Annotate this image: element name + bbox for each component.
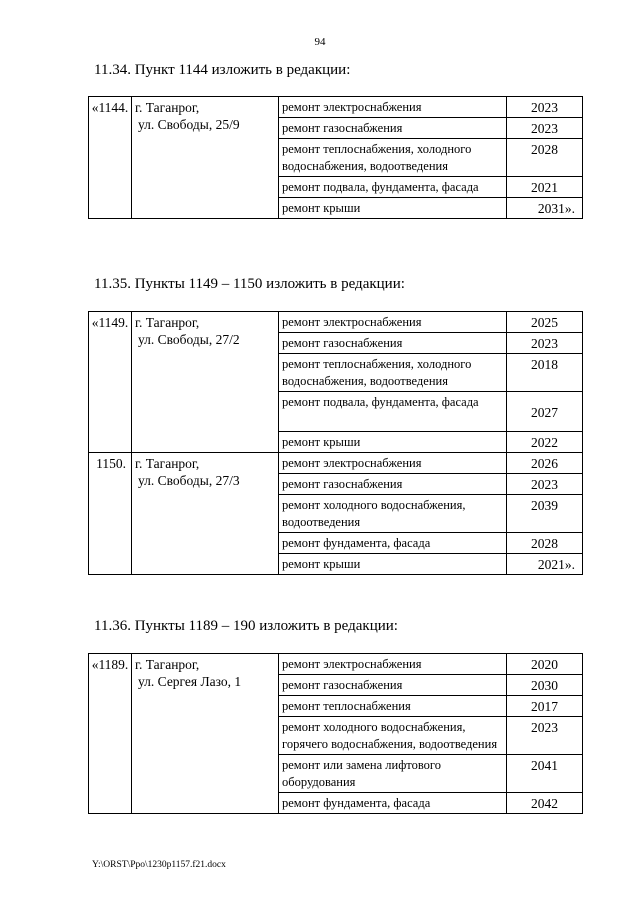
work-cell: ремонт газоснабжения (279, 675, 507, 696)
work-cell: ремонт теплоснабжения, холодного водоснабжения, водоотведения (279, 139, 507, 177)
item-number: «1189. (89, 654, 132, 814)
year-cell: 2021 (507, 177, 583, 198)
work-cell: ремонт электроснабжения (279, 97, 507, 118)
address-city: г. Таганрог, (135, 456, 200, 471)
year-cell: 2020 (507, 654, 583, 675)
year-cell: 2021». (507, 554, 583, 575)
item-number: «1144. (89, 97, 132, 219)
work-cell: ремонт крыши (279, 554, 507, 575)
year-cell: 2023 (507, 717, 583, 755)
address-street: ул. Свободы, 27/3 (138, 473, 240, 488)
work-cell: ремонт холодного водоснабжения, горячего водоснабжения, водоотведения (279, 717, 507, 755)
work-cell: ремонт подвала, фундамента, фасада (279, 177, 507, 198)
footer-file-path: Y:\ORST\Ppo\1230p1157.f21.docx (92, 860, 226, 870)
work-cell: ремонт электроснабжения (279, 453, 507, 474)
address-city: г. Таганрог, (135, 100, 200, 115)
work-cell: ремонт теплоснабжения (279, 696, 507, 717)
address-city: г. Таганрог, (135, 657, 200, 672)
section-heading-11-34: 11.34. Пункт 1144 изложить в редакции: (94, 62, 351, 78)
year-cell: 2028 (507, 139, 583, 177)
work-cell: ремонт крыши (279, 198, 507, 219)
table-row (89, 97, 583, 118)
year-cell: 2023 (507, 97, 583, 118)
work-cell: ремонт крыши (279, 432, 507, 453)
year-cell: 2039 (507, 495, 583, 533)
item-address (132, 312, 279, 453)
year-cell: 2027 (507, 392, 583, 432)
address-street: ул. Сергея Лазо, 1 (138, 674, 242, 689)
item-address (132, 654, 279, 814)
year-cell: 2028 (507, 533, 583, 554)
year-cell: 2023 (507, 118, 583, 139)
address-street: ул. Свободы, 27/2 (138, 332, 240, 347)
work-cell: ремонт теплоснабжения, холодного водоснабжения, водоотведения (279, 354, 507, 392)
year-cell: 2026 (507, 453, 583, 474)
year-cell: 2031». (507, 198, 583, 219)
item-address (132, 97, 279, 219)
year-cell: 2042 (507, 793, 583, 814)
address-city: г. Таганрог, (135, 315, 200, 330)
table-row (89, 453, 583, 474)
address-street: ул. Свободы, 25/9 (138, 117, 240, 132)
table-11-35 (88, 311, 583, 575)
year-cell: 2018 (507, 354, 583, 392)
year-cell: 2023 (507, 333, 583, 354)
year-cell: 2030 (507, 675, 583, 696)
year-cell: 2022 (507, 432, 583, 453)
year-cell: 2017 (507, 696, 583, 717)
year-cell: 2025 (507, 312, 583, 333)
section-heading-11-35: 11.35. Пункты 1149 – 1150 изложить в редакции: (94, 276, 405, 292)
table-11-36 (88, 653, 583, 814)
year-cell: 2041 (507, 755, 583, 793)
work-cell: ремонт подвала, фундамента, фасада (279, 392, 507, 432)
work-cell: ремонт фундамента, фасада (279, 533, 507, 554)
work-cell: ремонт или замена лифтового оборудования (279, 755, 507, 793)
work-cell: ремонт газоснабжения (279, 474, 507, 495)
table-row (89, 654, 583, 675)
table-row (89, 312, 583, 333)
work-cell: ремонт электроснабжения (279, 312, 507, 333)
work-cell: ремонт газоснабжения (279, 118, 507, 139)
item-number: 1150. (89, 453, 132, 575)
work-cell: ремонт газоснабжения (279, 333, 507, 354)
work-cell: ремонт электроснабжения (279, 654, 507, 675)
item-address (132, 453, 279, 575)
work-cell: ремонт фундамента, фасада (279, 793, 507, 814)
item-number: «1149. (89, 312, 132, 453)
work-cell: ремонт холодного водоснабжения, водоотведения (279, 495, 507, 533)
year-cell: 2023 (507, 474, 583, 495)
section-heading-11-36: 11.36. Пункты 1189 – 190 изложить в редакции: (94, 618, 398, 634)
page-number: 94 (314, 36, 326, 48)
table-11-34 (88, 96, 583, 219)
